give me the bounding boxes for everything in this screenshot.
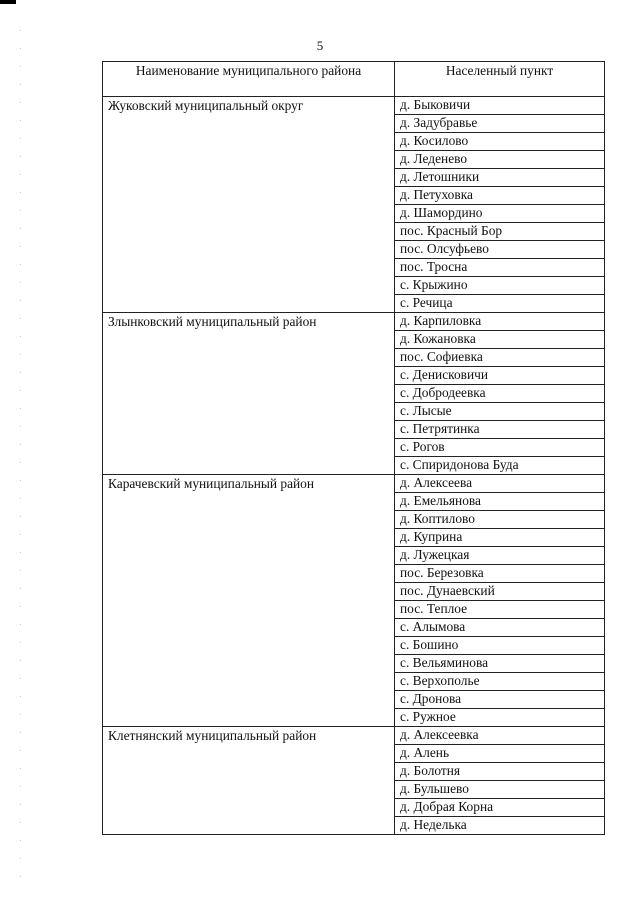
settlement-cell: д. Шамордино [395, 205, 605, 223]
settlement-cell: д. Кожановка [395, 331, 605, 349]
settlement-cell: д. Леденево [395, 151, 605, 169]
settlement-cell: д. Карпиловка [395, 313, 605, 331]
table-row [103, 313, 605, 331]
table-row [103, 727, 605, 745]
settlement-cell: д. Летошники [395, 169, 605, 187]
settlement-cell: д. Алексеева [395, 475, 605, 493]
settlement-cell: с. Речица [395, 295, 605, 313]
settlement-cell: пос. Тросна [395, 259, 605, 277]
settlement-cell: с. Добродеевка [395, 385, 605, 403]
settlement-cell: с. Денисковичи [395, 367, 605, 385]
settlement-cell: д. Алексеевка [395, 727, 605, 745]
district-name-cell: Клетнянский муниципальный район [103, 727, 395, 835]
settlements-table [102, 61, 605, 835]
settlement-cell: д. Неделька [395, 817, 605, 835]
scan-corner-mark [0, 0, 16, 4]
scan-margin-dots [20, 30, 21, 880]
settlement-cell: с. Алымова [395, 619, 605, 637]
settlement-cell: д. Косилово [395, 133, 605, 151]
table-body [103, 97, 605, 835]
settlement-cell: с. Ружное [395, 709, 605, 727]
settlement-cell: с. Бошино [395, 637, 605, 655]
settlement-cell: с. Спиридонова Буда [395, 457, 605, 475]
settlement-cell: д. Болотня [395, 763, 605, 781]
page-number: 5 [316, 38, 324, 53]
header-settlement: Населенный пункт [395, 62, 605, 97]
settlement-cell: пос. Олсуфьево [395, 241, 605, 259]
settlement-cell: д. Емельянова [395, 493, 605, 511]
settlement-cell: д. Коптилово [395, 511, 605, 529]
settlement-cell: пос. Теплое [395, 601, 605, 619]
settlement-cell: с. Рогов [395, 439, 605, 457]
settlement-cell: д. Куприна [395, 529, 605, 547]
settlement-cell: д. Петуховка [395, 187, 605, 205]
settlement-cell: с. Вельяминова [395, 655, 605, 673]
settlement-cell: пос. Березовка [395, 565, 605, 583]
settlement-cell: д. Добрая Корна [395, 799, 605, 817]
table-header-row [103, 62, 605, 97]
settlement-cell: с. Дронова [395, 691, 605, 709]
table-row [103, 97, 605, 115]
settlement-cell: д. Лужецкая [395, 547, 605, 565]
settlement-cell: д. Бульшево [395, 781, 605, 799]
settlement-cell: д. Алень [395, 745, 605, 763]
settlement-cell: пос. Дунаевский [395, 583, 605, 601]
district-name-cell: Карачевский муниципальный район [103, 475, 395, 727]
district-name-cell: Злынковский муниципальный район [103, 313, 395, 475]
settlement-cell: с. Верхополье [395, 673, 605, 691]
settlement-cell: с. Лысые [395, 403, 605, 421]
settlement-cell: пос. Софиевка [395, 349, 605, 367]
settlement-cell: с. Крыжино [395, 277, 605, 295]
table-row [103, 475, 605, 493]
settlement-cell: д. Быковичи [395, 97, 605, 115]
header-district: Наименование муниципального района [103, 62, 395, 97]
settlement-cell: д. Задубравье [395, 115, 605, 133]
district-name-cell: Жуковский муниципальный округ [103, 97, 395, 313]
settlement-cell: с. Петрятинка [395, 421, 605, 439]
settlement-cell: пос. Красный Бор [395, 223, 605, 241]
